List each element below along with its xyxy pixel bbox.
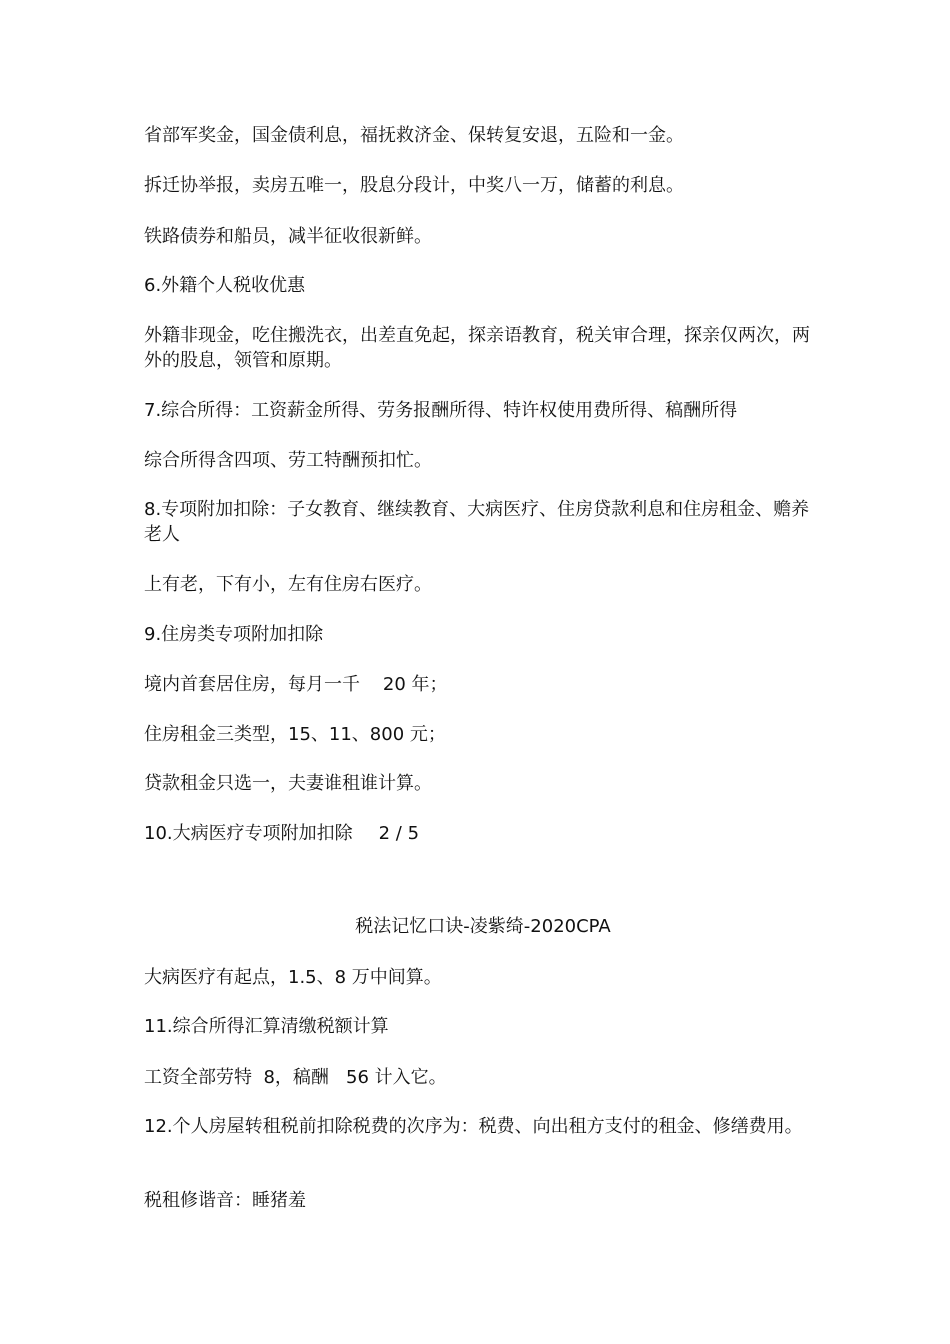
paragraph-comprehensive-income: 综合所得含四项、劳工特酬预扣忙。 [144, 450, 432, 471]
page-number: 2 / 5 [378, 823, 420, 844]
paragraph-special-deductions: 上有老，下有小，左有住房右医疗。 [144, 574, 432, 595]
paragraph-loan-or-rent: 贷款租金只选一，夫妻谁租谁计算。 [144, 773, 432, 794]
page-header: 税法记忆口诀-凌紫绮-2020CPA [355, 916, 611, 937]
heading-section-10 [144, 821, 824, 846]
paragraph-housing-rent: 住房租金三类型，15、11、800 元； [144, 724, 446, 745]
paragraph-medical-threshold: 大病医疗有起点，1.5、8 万中间算。 [144, 967, 442, 988]
paragraph-tax-exempt-items: 省部军奖金，国金债利息，福抚救济金、保转复安退，五险和一金。 [144, 125, 684, 146]
paragraph-housing-loan: 境内首套居住房，每月一千 20 年； [144, 674, 448, 695]
heading-section-9: 9.住房类专项附加扣除 [144, 624, 324, 645]
heading-section-6: 6.外籍个人税收优惠 [144, 275, 306, 296]
heading-section-10-text: 10.大病医疗专项附加扣除 [144, 823, 353, 844]
paragraph-half-levy: 铁路债券和船员，减半征收很新鲜。 [144, 226, 432, 247]
heading-section-8: 8.专项附加扣除：子女教育、继续教育、大病医疗、住房贷款利息和住房租金、赡养老人 [144, 499, 810, 545]
heading-section-11: 11.综合所得汇算清缴税额计算 [144, 1016, 389, 1037]
heading-section-12: 12.个人房屋转租税前扣除税费的次序为：税费、向出租方支付的租金、修缮费用。 [144, 1116, 803, 1137]
paragraph-mnemonic: 税租修谐音：睡猪羞 [144, 1190, 306, 1211]
paragraph-settlement-calc: 工资全部劳特 8，稿酬 56 计入它。 [144, 1067, 447, 1088]
paragraph-foreign-individual: 外籍非现金，吃住搬洗衣，出差直免起，探亲语教育，税关审合理，探亲仅两次，两外的股息，领管和原期。 [144, 325, 810, 371]
paragraph-exempt-items-2: 拆迁协举报，卖房五唯一，股息分段计，中奖八一万，储蓄的利息。 [144, 175, 684, 196]
heading-section-7: 7.综合所得：工资薪金所得、劳务报酬所得、特许权使用费所得、稿酬所得 [144, 400, 738, 421]
